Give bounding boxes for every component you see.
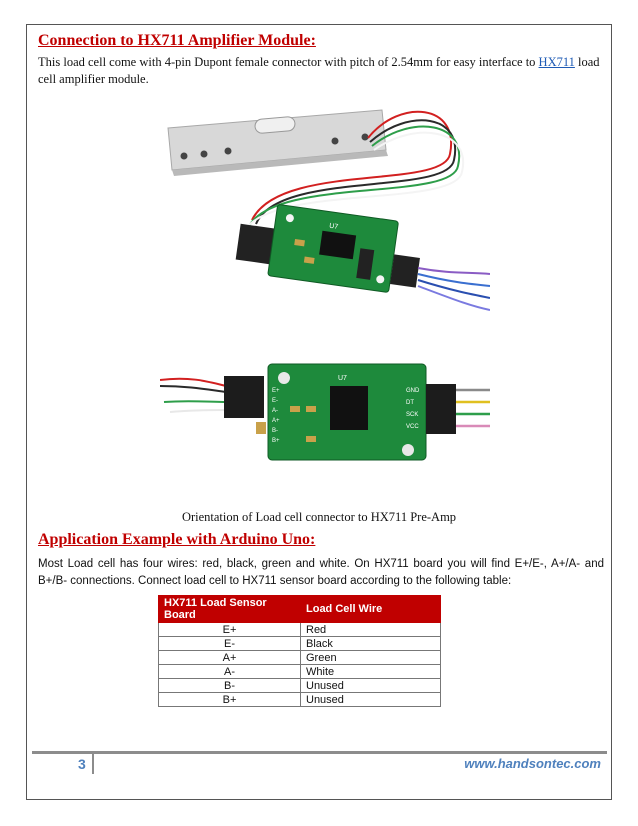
section-heading-arduino: Application Example with Arduino Uno: xyxy=(38,531,316,548)
table-cell: Unused xyxy=(301,693,441,707)
page-number: 3 xyxy=(78,756,86,772)
page-number-divider xyxy=(92,754,94,774)
table-cell: A+ xyxy=(159,651,301,665)
table-row xyxy=(159,665,441,679)
website-link[interactable]: www.handsontec.com xyxy=(464,756,601,771)
table-cell: Black xyxy=(301,637,441,651)
svg-text:DT: DT xyxy=(406,400,414,406)
table-row xyxy=(159,623,441,637)
right-dupont-connector xyxy=(390,254,420,287)
table-cell: B- xyxy=(159,679,301,693)
table-cell: Red xyxy=(301,623,441,637)
table-cell: A- xyxy=(159,665,301,679)
table-cell: B+ xyxy=(159,693,301,707)
svg-text:VCC: VCC xyxy=(406,424,419,430)
hx711-link[interactable]: HX711 xyxy=(538,55,575,69)
hx711-board-closeup xyxy=(268,364,426,460)
svg-text:SCK: SCK xyxy=(406,412,419,418)
svg-text:A+: A+ xyxy=(272,418,280,424)
table-cell: E+ xyxy=(159,623,301,637)
svg-text:E-: E- xyxy=(272,398,278,404)
svg-text:U7: U7 xyxy=(338,375,347,382)
left-dupont-connector xyxy=(236,224,275,264)
arduino-paragraph: Most Load cell has four wires: red, black, green and white. On HX711 board you will find E+/E-, A+/A- and B+/B- connections. Connect load cell to HX711 sensor board according to the following table: xyxy=(38,558,604,587)
table-header-row xyxy=(159,596,441,623)
table-cell: E- xyxy=(159,637,301,651)
table-row xyxy=(159,637,441,651)
svg-text:B-: B- xyxy=(272,428,278,434)
connection-table xyxy=(158,595,441,707)
table-row xyxy=(159,651,441,665)
column-header: HX711 Load Sensor Board xyxy=(159,596,301,623)
svg-text:U7: U7 xyxy=(328,222,339,231)
table-cell: Unused xyxy=(301,679,441,693)
table-cell: Green xyxy=(301,651,441,665)
footer-divider xyxy=(32,751,607,754)
svg-text:A-: A- xyxy=(272,408,278,414)
figure-caption: Orientation of Load cell connector to HX711 Pre-Amp xyxy=(181,510,457,524)
svg-text:GND: GND xyxy=(406,388,420,394)
svg-text:B+: B+ xyxy=(272,438,280,444)
aluminum-load-cell xyxy=(168,110,388,176)
intro-paragraph: This load cell come with 4-pin Dupont female connector with pitch of 2.54mm for easy interface to HX711 load cell amplifier module. xyxy=(38,55,600,86)
table-cell: White xyxy=(301,665,441,679)
column-header: Load Cell Wire xyxy=(301,596,441,623)
output-wires xyxy=(418,268,490,310)
right-connector xyxy=(426,384,456,434)
load-cell-photo xyxy=(160,104,490,320)
output-wires-closeup xyxy=(456,390,490,426)
left-connector xyxy=(224,376,264,418)
table-row xyxy=(159,693,441,707)
svg-text:E+: E+ xyxy=(272,388,280,394)
header-pins xyxy=(256,422,266,434)
section-heading-connection: Connection to HX711 Amplifier Module: xyxy=(38,32,316,49)
table-row xyxy=(159,679,441,693)
hx711-closeup-photo xyxy=(160,356,490,486)
hx711-board xyxy=(268,204,399,292)
input-wires xyxy=(160,379,226,412)
